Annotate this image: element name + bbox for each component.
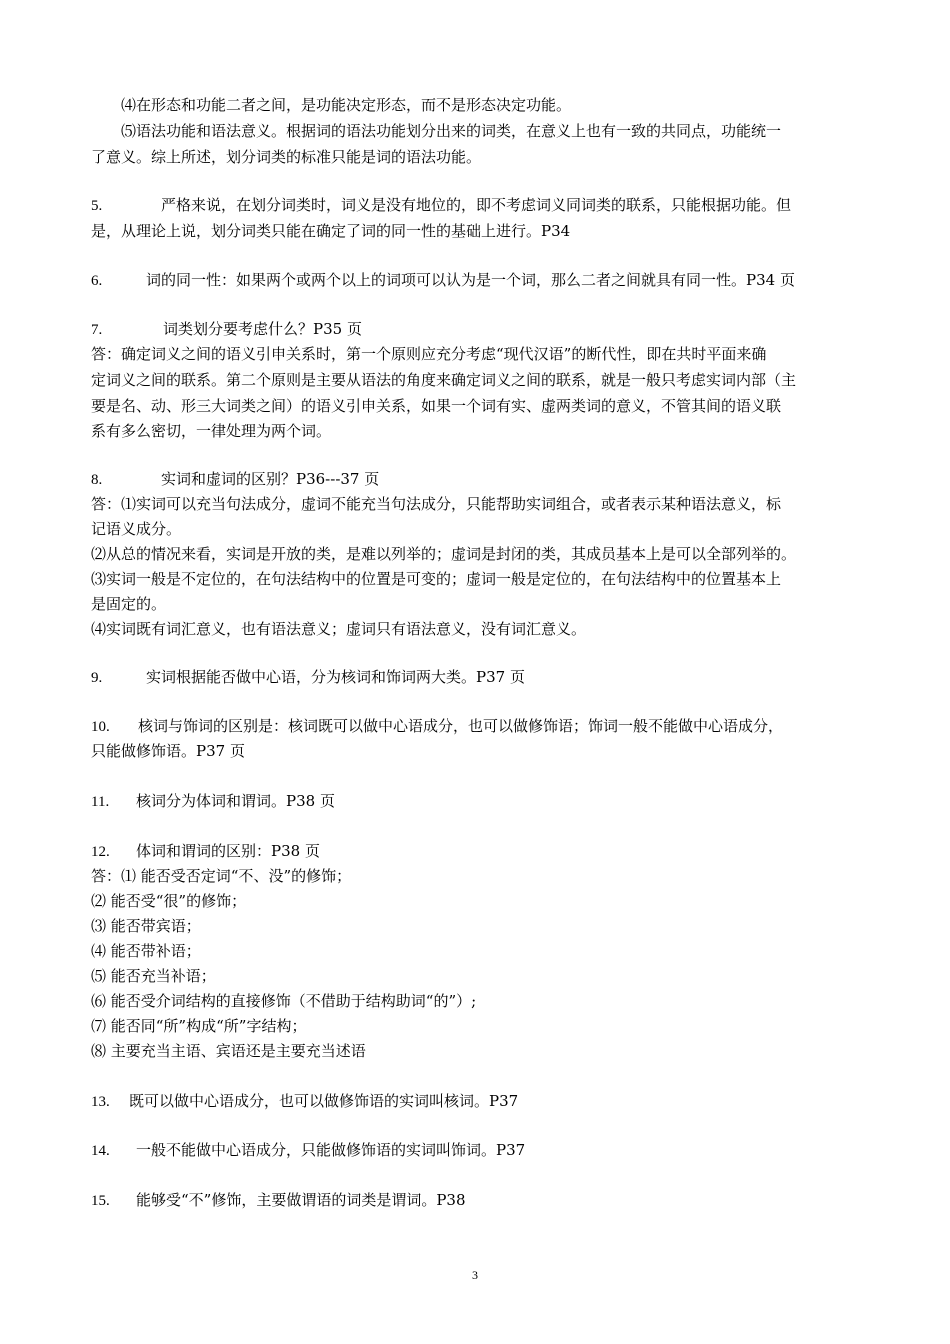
- item-number: 10.: [91, 719, 110, 735]
- item-number: 9.: [91, 670, 103, 686]
- item-13: 13. 既可以做中心语成分，也可以做修饰语的实词叫核词。P37: [91, 1088, 863, 1114]
- text-line: ⑵从总的情况来看，实词是开放的类，是难以列举的；虚词是封闭的类，其成员基本上是可以全部列举的。: [91, 545, 797, 563]
- item-number: 5.: [91, 198, 103, 214]
- item-7: 7. 词类划分要考虑什么？P35 页: [91, 316, 863, 342]
- text-line: 要是名、动、形三大词类之间）的语义引申关系，如果一个词有实、虚两类词的意义，不管其间的语义联: [91, 397, 782, 415]
- item-15: 15. 能够受“不”修饰，主要做谓语的词类是谓词。P38: [91, 1187, 863, 1213]
- text-line: 是，从理论上说，划分词类只能在确定了词的同一性的基础上进行。P34: [91, 222, 571, 240]
- item-number: 8.: [91, 472, 103, 488]
- item-number: 6.: [91, 273, 103, 289]
- text-line: ⑶实词一般是不定位的，在句法结构中的位置是可变的；虚词一般是定位的，在句法结构中的位置基本上: [91, 570, 782, 588]
- item-11: 11. 核词分为体词和谓词。P38 页: [91, 788, 863, 814]
- item-9: 9. 实词根据能否做中心语，分为核词和饰词两大类。P37 页: [91, 664, 863, 690]
- item-number: 11.: [91, 794, 110, 810]
- item-number: 12.: [91, 844, 110, 860]
- text-line: 系有多么密切，一律处理为两个词。: [91, 422, 332, 440]
- text-line: ⑻ 主要充当主语、宾语还是主要充当述语: [91, 1042, 366, 1060]
- item-5: 5. 严格来说，在划分词类时，词义是没有地位的，即不考虑词义同词类的联系，只能根据功能。但: [91, 192, 863, 218]
- text-line: ⑸ 能否充当补语；: [91, 967, 216, 985]
- text-line: ⑷实词既有词汇意义，也有语法意义；虚词只有语法意义，没有词汇意义。: [91, 620, 587, 638]
- text-line: ⑷在形态和功能二者之间，是功能决定形态，而不是形态决定功能。: [121, 96, 572, 114]
- text-line: ⑶ 能否带宾语；: [91, 917, 201, 935]
- text-line: 是固定的。: [91, 595, 167, 613]
- item-number: 7.: [91, 322, 103, 338]
- text-line: ⑷ 能否带补语；: [91, 942, 201, 960]
- text-line: 答：⑴实词可以充当句法成分，虚词不能充当句法成分，只能帮助实词组合，或者表示某种语法意义，标: [91, 495, 782, 513]
- item-12: 12. 体词和谓词的区别：P38 页: [91, 838, 863, 864]
- text-line: 答：确定词义之间的语义引申关系时，第一个原则应充分考虑“现代汉语”的断代性，即在共时平面来确: [91, 345, 767, 363]
- text-line: 了意义。综上所述，划分词类的标准只能是词的语法功能。: [91, 148, 482, 166]
- text-line: 记语义成分。: [91, 520, 182, 538]
- item-10: 10. 核词与饰词的区别是：核词既可以做中心语成分，也可以做修饰语；饰词一般不能做中心语成分，: [91, 713, 863, 739]
- item-6: 6. 词的同一性：如果两个或两个以上的词项可以认为是一个词，那么二者之间就具有同一性。P34 页: [91, 267, 863, 293]
- text-line: ⑸语法功能和语法意义。根据词的语法功能划分出来的词类，在意义上也有一致的共同点，功能统一: [121, 122, 782, 140]
- item-14: 14. 一般不能做中心语成分，只能做修饰语的实词叫饰词。P37: [91, 1137, 863, 1163]
- item-8: 8. 实词和虚词的区别？P36---37 页: [91, 466, 863, 492]
- text-line: ⑵ 能否受“很”的修饰；: [91, 892, 247, 910]
- text-line: 定词义之间的联系。第二个原则是主要从语法的角度来确定词义之间的联系，就是一般只考虑实词内部（主: [91, 371, 797, 389]
- item-number: 13.: [91, 1094, 110, 1110]
- text-line: 只能做修饰语。P37 页: [91, 742, 245, 760]
- text-line: ⑹ 能否受介词结构的直接修饰（不借助于结构助词“的”）;: [91, 992, 477, 1010]
- text-line: 答：⑴ 能否受否定词“不、没”的修饰；: [91, 867, 352, 885]
- text-line: ⑺ 能否同“所”构成“所”字结构；: [91, 1017, 307, 1035]
- page-number: 3: [472, 1268, 478, 1282]
- item-number: 14.: [91, 1143, 110, 1159]
- item-number: 15.: [91, 1193, 110, 1209]
